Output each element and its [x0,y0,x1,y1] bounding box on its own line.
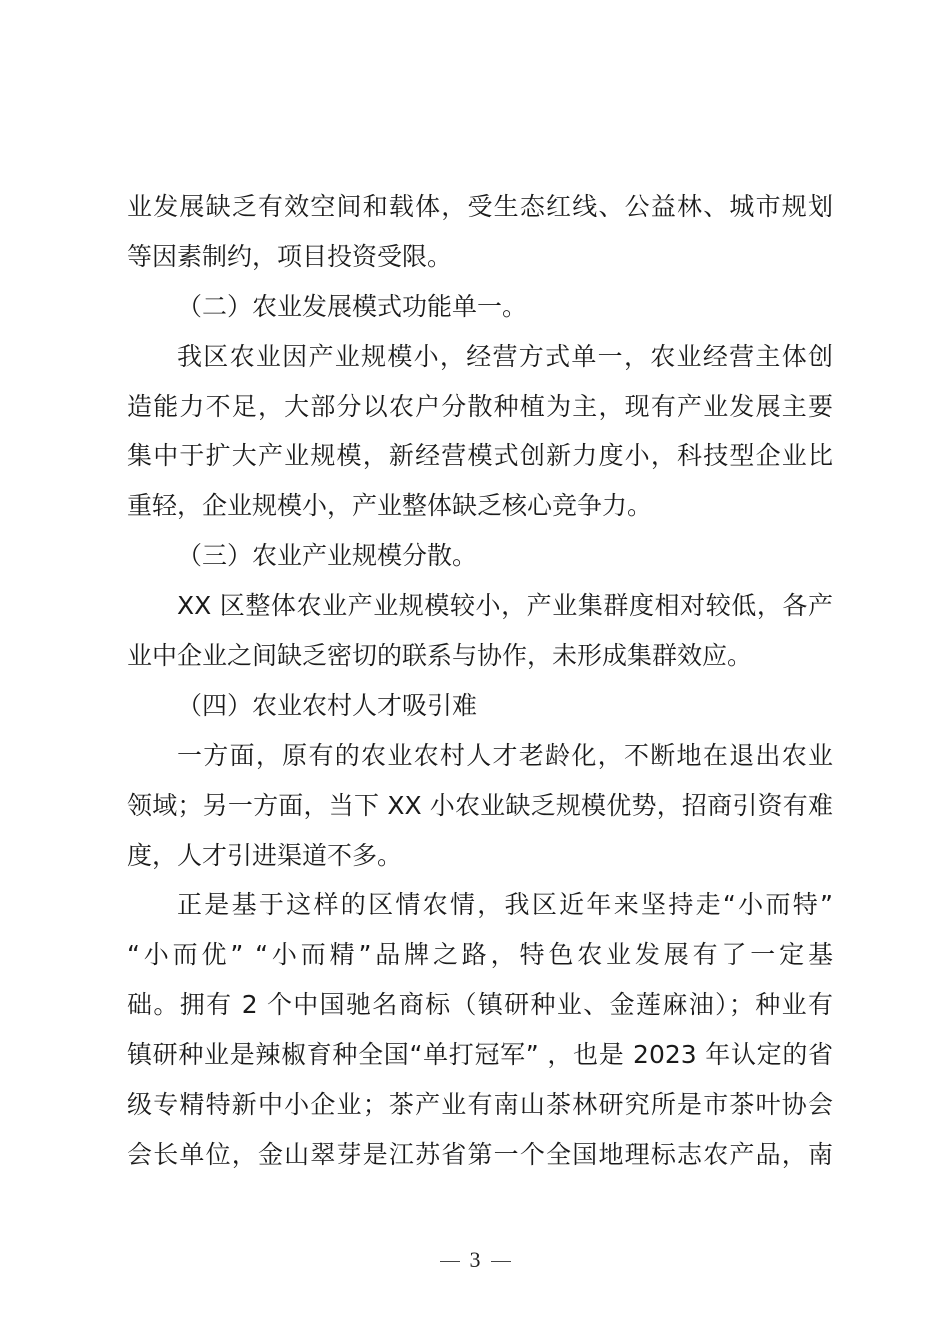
paragraph-line: 镇研种业是辣椒育种全国“单打冠军” ，也是 2023 年认定的省 [127,1040,833,1070]
document-body [127,182,833,1180]
paragraph-first-line: （四）农业农村人才吸引难 [177,690,478,720]
page-number: 3 [469,1247,481,1272]
paragraph-line: 造能力不足，大部分以农户分散种植为主，现有产业发展主要 [127,391,833,421]
left-dash [440,1261,460,1262]
paragraph-line: 等因素制约，项目投资受限。 [127,241,453,271]
paragraph-line: 集中于扩大产业规模，新经营模式创新力度小，科技型企业比 [127,441,833,471]
page-number-footer [0,1245,950,1275]
paragraph-line: 业中企业之间缺乏密切的联系与协作，未形成集群效应。 [127,641,753,671]
paragraph-line: 度，人才引进渠道不多。 [127,840,403,870]
paragraph-line: 础。拥有 2 个中国驰名商标（镇研种业、金莲麻油）；种业有 [127,990,833,1020]
paragraph-line: 会长单位，金山翠芽是江苏省第一个全国地理标志农产品，南 [127,1139,833,1169]
paragraph-first-line: 一方面，原有的农业农村人才老龄化，不断地在退出农业 [177,740,833,770]
paragraph-line: 级专精特新中小企业；茶产业有南山茶林研究所是市茶叶协会 [127,1090,833,1120]
paragraph-first-line: （二）农业发展模式功能单一。 [177,291,528,321]
right-dash [491,1261,511,1262]
paragraph-first-line: XX 区整体农业产业规模较小，产业集群度相对较低，各产 [177,591,833,621]
paragraph-line: “小而优” “小而精”品牌之路，特色农业发展有了一定基 [127,940,833,970]
paragraph-first-line: （三）农业产业规模分散。 [177,541,478,571]
paragraph-line: 业发展缺乏有效空间和载体，受生态红线、公益林、城市规划 [127,192,833,221]
paragraph-first-line: 我区农业因产业规模小，经营方式单一，农业经营主体创 [177,341,833,371]
paragraph-first-line: 正是基于这样的区情农情，我区近年来坚持走“小而特” [177,890,833,920]
paragraph-line: 领域；另一方面，当下 XX 小农业缺乏规模优势，招商引资有难 [127,790,833,820]
paragraph-line: 重轻，企业规模小，产业整体缺乏核心竞争力。 [127,491,653,521]
